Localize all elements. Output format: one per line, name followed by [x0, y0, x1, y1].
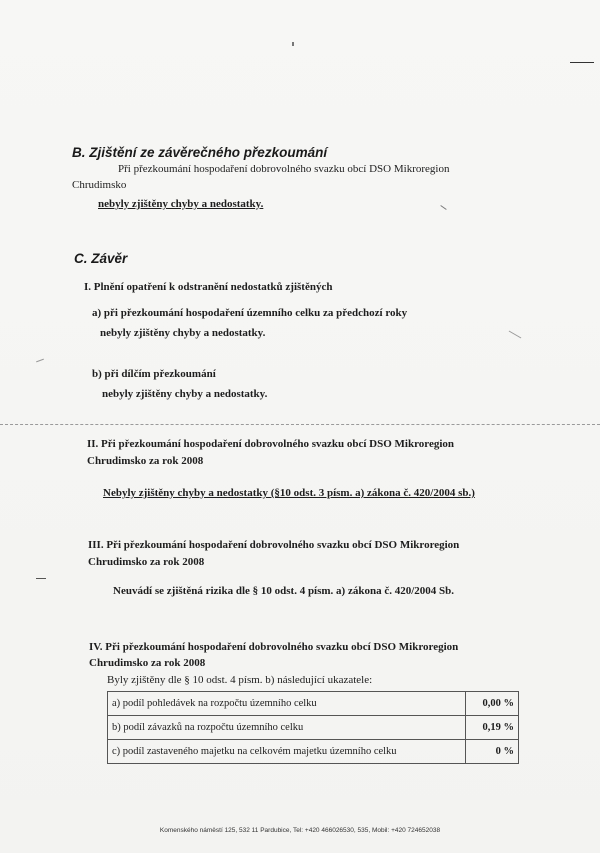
- section-c-heading: C. Závěr: [74, 251, 128, 266]
- part4-intro: Byly zjištěny dle § 10 odst. 4 písm. b) následující ukazatele:: [107, 674, 373, 686]
- part1-a-text: nebyly zjištěny chyby a nedostatky.: [100, 327, 266, 339]
- table-row: [108, 740, 519, 764]
- scan-speck: [509, 331, 522, 339]
- part4-title-line2: Chrudimsko za rok 2008: [89, 657, 206, 669]
- part3-title-line1: III. Při přezkoumání hospodaření dobrovolného svazku obcí DSO Mikroregion: [88, 539, 460, 551]
- part3-text: Neuvádí se zjištěná rizika dle § 10 odst. 4 písm. a) zákona č. 420/2004 Sb.: [113, 585, 455, 597]
- table-row: [108, 692, 519, 716]
- section-b-intro-line2: Chrudimsko: [72, 179, 127, 191]
- indicator-label: b) podíl závazků na rozpočtu územního celku: [108, 716, 466, 740]
- table-row: [108, 716, 519, 740]
- part1-a-label: a) při přezkoumání hospodaření územního celku za předchozí roky: [92, 307, 408, 319]
- scan-speck: [292, 42, 294, 46]
- section-b-heading: B. Zjištění ze závěrečného přezkoumání: [72, 145, 328, 160]
- scan-mark: [36, 578, 46, 579]
- indicator-value: 0 %: [466, 740, 519, 764]
- part1-b-text: nebyly zjištěny chyby a nedostatky.: [102, 388, 268, 400]
- part2-text: Nebyly zjištěny chyby a nedostatky (§10 odst. 3 písm. a) zákona č. 420/2004 sb.): [103, 487, 475, 499]
- part4-title-line1: IV. Při přezkoumání hospodaření dobrovolného svazku obcí DSO Mikroregion: [89, 641, 459, 653]
- indicator-label: c) podíl zastaveného majetku na celkovém majetku územního celku: [108, 740, 466, 764]
- scan-speck: [440, 205, 446, 210]
- part3-title-line2: Chrudimsko za rok 2008: [88, 556, 205, 568]
- part1-title: I. Plnění opatření k odstranění nedostatků zjištěných: [84, 281, 333, 293]
- indicator-value: 0,00 %: [466, 692, 519, 716]
- page-footer: Komenského náměstí 125, 532 11 Pardubice, Tel: +420 466026530, 535, Mobil: +420 724652038: [159, 827, 441, 834]
- part2-title-line2: Chrudimsko za rok 2008: [87, 455, 204, 467]
- scan-speck: [36, 359, 44, 363]
- indicator-value: 0,19 %: [466, 716, 519, 740]
- indicator-label: a) podíl pohledávek na rozpočtu územního celku: [108, 692, 466, 716]
- page-fold-line: [0, 424, 600, 425]
- section-b-intro-line1: Při přezkoumání hospodaření dobrovolného svazku obcí DSO Mikroregion: [118, 163, 450, 175]
- section-b-finding: nebyly zjištěny chyby a nedostatky.: [98, 198, 264, 210]
- scan-mark: [570, 62, 594, 63]
- part2-title-line1: II. Při přezkoumání hospodaření dobrovolného svazku obcí DSO Mikroregion: [87, 438, 455, 450]
- indicators-table: [107, 691, 519, 764]
- part1-b-label: b) při dílčím přezkoumání: [92, 368, 216, 380]
